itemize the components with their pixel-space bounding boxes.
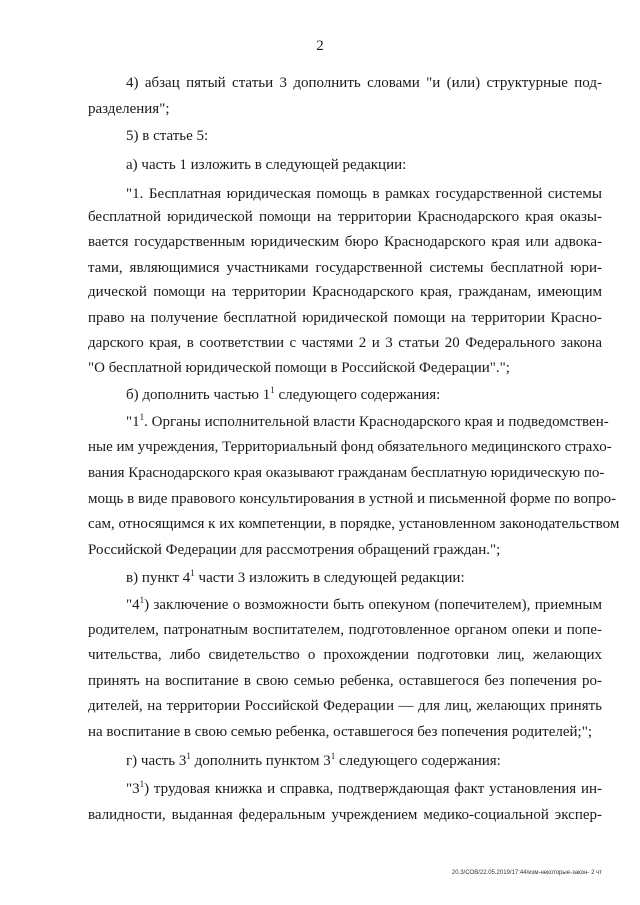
text-segment: г) часть 3 (126, 753, 187, 769)
text-segment: "О бесплатной юридической помощи в Российской Федерации"."; (88, 360, 510, 376)
text-segment: мощь в виде правового консультирования в устной и письменной форме по вопро- (88, 491, 617, 507)
text-segment: а) часть 1 изложить в следующей редакции: (126, 157, 407, 173)
text-line (88, 284, 602, 301)
text-line (88, 622, 602, 639)
text-line (126, 186, 602, 203)
text-line (88, 542, 602, 559)
text-segment: "3 (126, 781, 140, 797)
text-segment: б) дополнить частью 1 (126, 387, 271, 403)
text-line (88, 335, 602, 352)
text-segment: 5) в статье 5: (126, 128, 209, 144)
text-segment: валидности, выданная федеральным учреждением медико-социальной экспер- (88, 807, 602, 823)
superscript-index: 1 (139, 779, 145, 789)
superscript-index: 1 (139, 595, 145, 605)
text-segment: разделения"; (88, 101, 170, 117)
text-line (126, 157, 602, 174)
text-line (126, 412, 609, 431)
superscript-index: 1 (190, 568, 195, 578)
text-line (88, 234, 602, 251)
text-line (88, 724, 602, 741)
text-line (126, 597, 602, 614)
text-line (88, 439, 612, 456)
text-segment: "1 (126, 414, 140, 430)
text-segment: следующего содержания: (335, 753, 501, 769)
text-segment: "4 (126, 597, 140, 613)
text-segment: принять на воспитание в свою семью ребенка, оставшегося без попечения ро- (88, 673, 602, 689)
text-line (126, 75, 602, 92)
text-segment: на воспитание в свою семью ребенка, оставшегося без попечения родителей;"; (88, 724, 593, 740)
text-segment: вается государственным юридическим бюро Краснодарского края или адвока- (88, 234, 602, 250)
text-segment: ные им учреждения, Территориальный фонд обязательного медицинского страхо- (88, 439, 612, 455)
text-segment: вания Краснодарского края оказывают гражданам бесплатную юридическую по- (88, 465, 605, 481)
text-line (88, 360, 602, 377)
text-line (88, 101, 602, 118)
text-line (88, 310, 602, 327)
text-line (88, 465, 605, 482)
text-line (126, 128, 602, 145)
text-segment: дарского края, в соответствии с частями 2 и 3 статьи 20 Федерального закона (88, 335, 602, 351)
superscript-index: 1 (270, 385, 275, 395)
text-segment: право на получение бесплатной юридической помощи на территории Красно- (88, 310, 602, 326)
text-segment: ) заключение о возможности быть опекуном (попечителем), приемным (144, 597, 602, 613)
text-segment: в) пункт 4 (126, 570, 191, 586)
text-segment: дополнить пунктом 3 (190, 753, 331, 769)
text-segment: части 3 изложить в следующей редакции: (194, 570, 465, 586)
text-segment: Российской Федерации для рассмотрения обращений граждан."; (88, 542, 501, 558)
page-number: 2 (316, 38, 324, 54)
text-line (126, 781, 602, 798)
text-segment: ) трудовая книжка и справка, подтверждающая факт установления ин- (144, 781, 602, 797)
text-segment: следующего содержания: (274, 387, 441, 403)
text-segment: родителем, патронатным воспитателем, подготовленное органом опеки и попе- (88, 622, 602, 638)
text-segment: чительства, либо свидетельство о прохождении подготовки лиц, желающих (88, 647, 602, 663)
text-line (88, 491, 617, 508)
text-segment: сам, относящимся к их компетенции, в порядке, установленном законодательством (88, 516, 620, 532)
text-line (126, 387, 602, 404)
text-segment: . Органы исполнительной власти Краснодарского края и подведомствен- (144, 414, 609, 430)
superscript-index: 1 (186, 751, 191, 761)
superscript-index: 1 (139, 412, 145, 422)
text-segment: дической помощи на территории Краснодарского края, гражданам, имеющим (88, 284, 602, 300)
text-line (88, 260, 602, 277)
footer-code: 20.3/COB/22.05.2019/17:44/изм-некоторые-закон- 2 чт (451, 870, 602, 876)
text-segment: 4) абзац пятый статьи 3 дополнить словами "и (или) структурные под- (126, 75, 602, 91)
text-line (126, 753, 602, 770)
text-segment: "1. Бесплатная юридическая помощь в рамках государственной системы (126, 186, 602, 202)
text-line (126, 570, 602, 587)
text-line (88, 209, 602, 226)
text-line (88, 698, 602, 715)
superscript-index: 1 (330, 751, 336, 761)
text-segment: тами, являющимися участниками государственной системы бесплатной юри- (88, 260, 602, 276)
text-line (88, 673, 602, 690)
text-line (88, 647, 602, 664)
text-segment: дителей, на территории Российской Федерации — для лиц, желающих принять (88, 698, 602, 714)
text-line (88, 516, 620, 533)
text-segment: бесплатной юридической помощи на территории Краснодарского края оказы- (88, 209, 602, 225)
text-line (88, 807, 602, 824)
